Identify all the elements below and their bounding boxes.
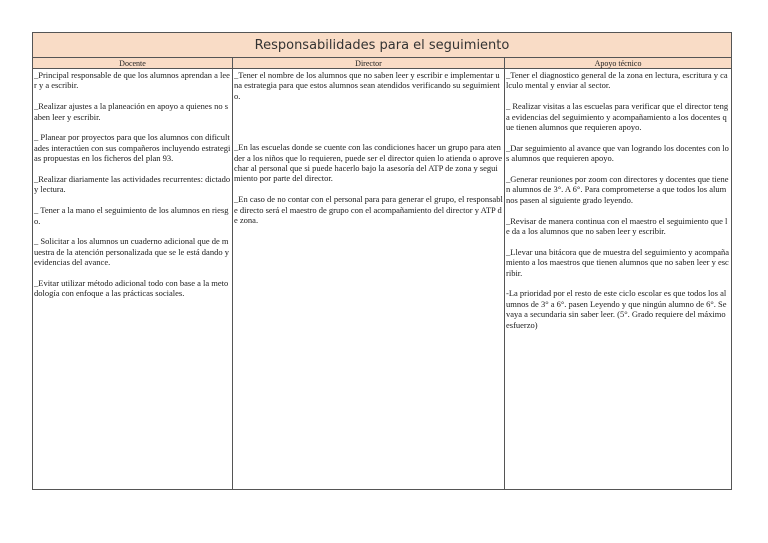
list-item: -La prioridad por el resto de este ciclo escolar es que todos los alumnos de 3° a 6°. pasen Leyendo y que ningún alumno de 6°. Se vaya a secundaria sin saber leer. (5°. Grado requiere del máximo esfuerzo)	[506, 288, 727, 330]
list-item: _ Planear por proyectos para que los alumnos con dificultades interactúen con sus compañeros incluyendo estrategias propuestas en los ficheros del plan 93.	[34, 132, 231, 164]
list-item: _En caso de no contar con el personal para para generar el grupo, el responsable directo será el maestro de grupo con el acompañamiento del director y ATP de zona.	[234, 194, 503, 226]
header-docente: Docente	[33, 58, 233, 69]
responsibilities-table	[32, 32, 732, 490]
list-item: _Tener el nombre de los alumnos que no saben leer y escribir e implementar una estrategia para que estos alumnos sean atendidos verificando su seguimiento.	[234, 70, 500, 101]
list-item: _Dar seguimiento al avance que van logrando los docentes con los alumnos que requieren apoyo.	[506, 142, 729, 164]
docente-column	[33, 69, 233, 490]
list-item: _ Realizar visitas a las escuelas para verificar que el director tenga evidencias del seguimiento y acompañamiento a los docentes que tienen alumnos que requieren apoyo.	[506, 101, 729, 133]
list-item: _Llevar una bitácora que de muestra del seguimiento y acompañamiento a los maestros que tienen alumnos que no saben leer y escribir.	[506, 246, 730, 278]
apoyo-tecnico-column	[505, 69, 732, 490]
header-apoyo-tecnico: Apoyo técnico	[505, 58, 732, 69]
list-item: _Generar reuniones por zoom con directores y docentes que tienen alumnos de 3°. A 6°. Para comprometerse a que todos los alumnos pasen al siguiente grado leyendo.	[506, 174, 729, 205]
title-row	[33, 33, 732, 58]
header-row	[33, 58, 732, 69]
list-item: _Realizar ajustes a la planeación en apoyo a quienes no saben leer y escribir.	[34, 101, 229, 122]
list-item: _Tener el diagnostico general de la zona en lectura, escritura y calculo mental y enviar al sector.	[506, 70, 728, 91]
content-row	[33, 69, 732, 490]
table-title: Responsabilidades para el seguimiento	[33, 33, 732, 58]
header-director: Director	[233, 58, 505, 69]
list-item: _Principal responsable de que los alumnos aprendan a leer y a escribir.	[34, 70, 230, 91]
list-item: _Evitar utilizar método adicional todo con base a la metodología con enfoque a las prácticas sociales.	[34, 278, 229, 299]
list-item: _Revisar de manera continua con el maestro el seguimiento que le da a los alumnos que no saben leer y escribir.	[506, 215, 728, 237]
list-item: _Realizar diariamente las actividades recurrentes: dictado y lectura.	[34, 174, 231, 195]
list-item: _ Tener a la mano el seguimiento de los alumnos en riesgo.	[34, 205, 229, 226]
list-item: _En las escuelas donde se cuente con las condiciones hacer un grupo para atender a los niños que lo requieren, puede ser el director quien lo atienda o aprovechar al personal que si puede hacerlo bajo la asesoría del ATP de zona y seguimiento por parte del director.	[234, 142, 503, 184]
director-column	[233, 69, 505, 490]
list-item: _ Solicitar a los alumnos un cuaderno adicional que de muestra de la atención personalizada que se le está dando y evidencias del avance.	[34, 236, 229, 268]
